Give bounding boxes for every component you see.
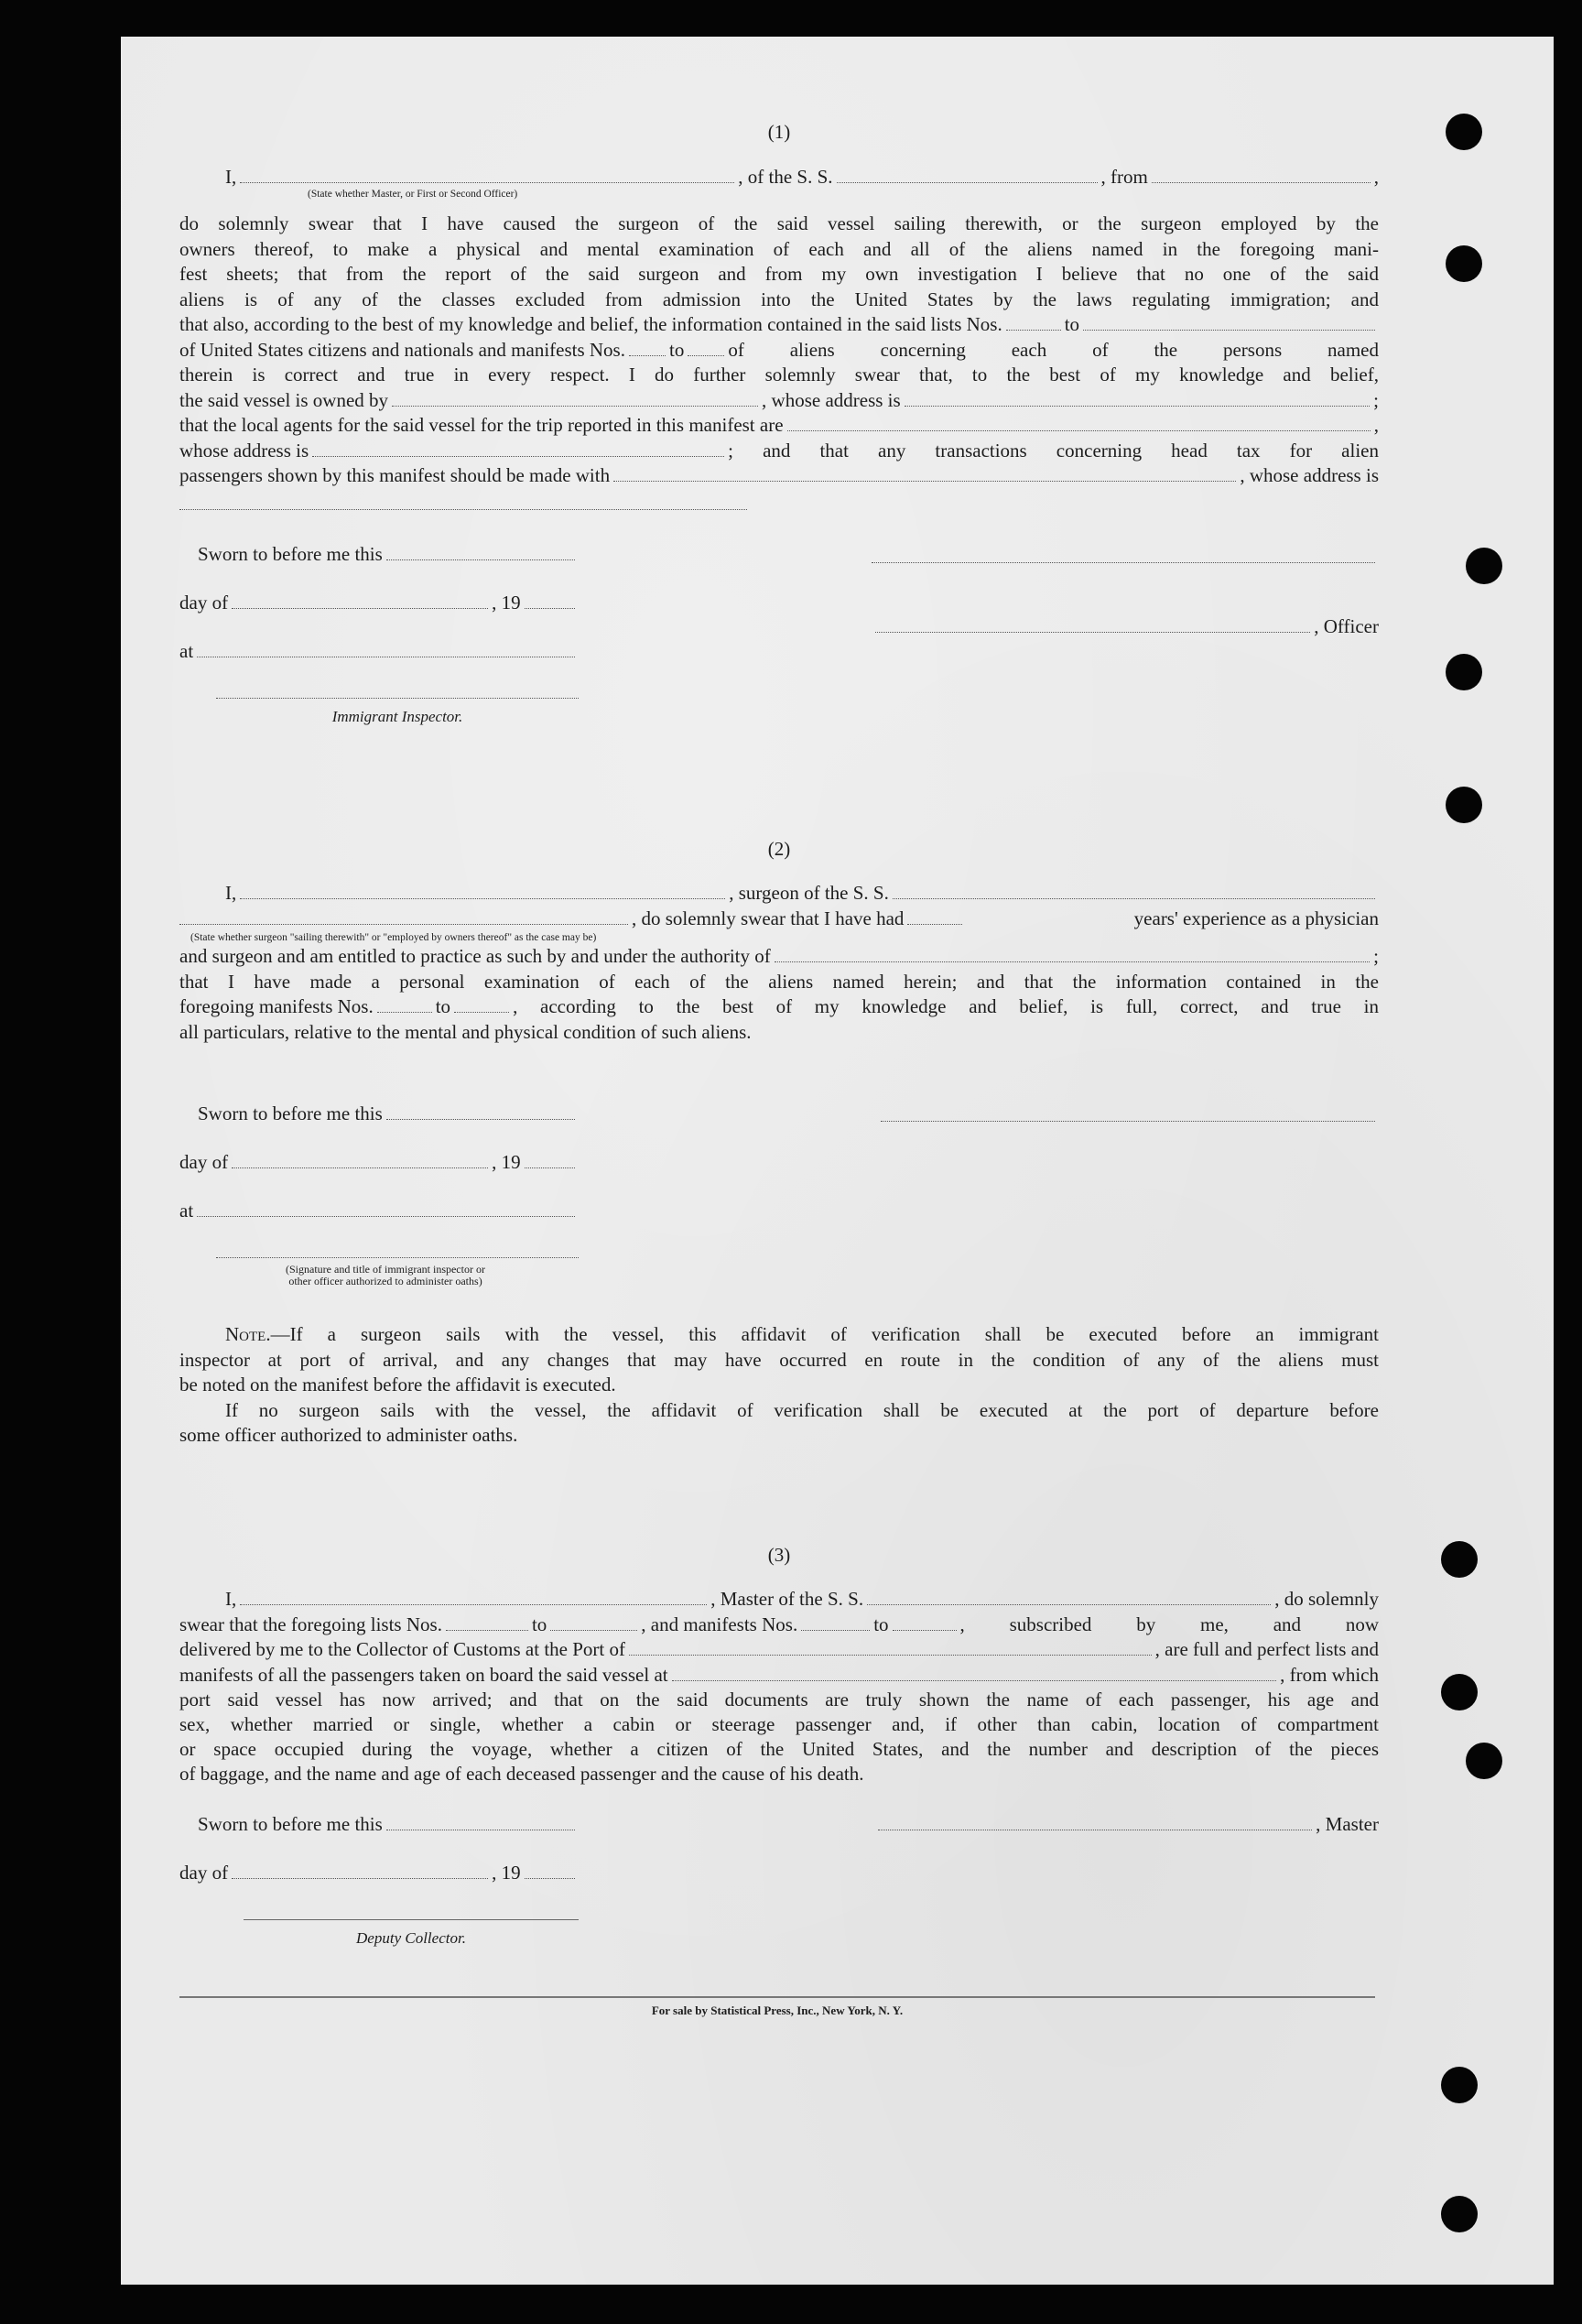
section-1-body: do solemnly swear that I have caused the surgeon of the said vessel sailing therewith, or the surgeon employed by the owners thereof, to make a physical and mental examination of each and all of the aliens named in the foregoing mani- fest sheets; that from the report of the said surgeon and from my own investigation I believe that no one of the said aliens is of any of the classes excluded from admission into the United States by the laws regulating immigration; and that also, according to the best of my knowledge and belief, the information contained in the said lists Nos. to of United States citizens and nationals and manifests Nos. to of aliens concerning each of the persons named therein is correct and true in every respect. I do further solemnly swear that, to the best of my knowledge and belief, the said vessel is owned by , whose address is ; that the local agents for the said vessel for the trip reported in this manifest are , whose address is ; and that any transactions concerning head tax for alien passengers shown by this manifest should be made with , whose address is — [179, 212, 1379, 486]
officer-signature-line-1[interactable] — [872, 562, 1375, 563]
immigrant-inspector-label: Immigrant Inspector. — [331, 708, 463, 725]
officer-name-field[interactable] — [240, 166, 734, 183]
note-block: Note. —If a surgeon sails with the vessel, this affidavit of verification shall be executed before an immigrant inspector at port of arrival, and any changes that may have occurred en route in the condition of any of the aliens must be noted on the manifest before the affidavit is executed. If no surgeon sails with the vessel, the affidavit of verification shall be executed at the port of departure before some officer authorized to administer oaths. — [179, 1323, 1379, 1446]
master-signature-block: , Master — [874, 1813, 1379, 1836]
section-3-sworn-block: Sworn to before me this day of , 19 Deputy Collector. — [179, 1813, 579, 1948]
at-field-2[interactable] — [197, 1200, 575, 1217]
customs-port-field[interactable] — [629, 1638, 1152, 1656]
binder-hole-5 — [1446, 787, 1482, 823]
surgeon-status-field[interactable] — [179, 907, 628, 925]
master-signature-line[interactable] — [878, 1813, 1312, 1830]
sworn-date-field-3[interactable] — [386, 1813, 575, 1830]
printer-imprint: For sale by Statistical Press, Inc., New York, N. Y. — [651, 2004, 904, 2017]
day-of-field-3[interactable] — [232, 1862, 488, 1879]
embarkation-port-field[interactable] — [672, 1664, 1277, 1681]
at-field-1[interactable] — [197, 640, 575, 657]
binder-hole-8 — [1466, 1743, 1502, 1779]
master-vessel-field[interactable] — [867, 1588, 1271, 1605]
vessel-name-field[interactable] — [837, 166, 1098, 183]
binder-hole-6 — [1441, 1541, 1478, 1578]
surgeon-vessel-field[interactable] — [893, 882, 1375, 899]
deputy-collector-signature-line[interactable] — [244, 1917, 579, 1920]
agents-field[interactable] — [787, 414, 1371, 431]
officer-note: (State whether Master, or First or Second Officer) — [308, 189, 518, 200]
manifests-to-field[interactable] — [688, 339, 724, 356]
section-2-body: I, , surgeon of the S. S. , do solemnly swear that I have had years' experience as a physician (State whether surgeon "sailing therewith" or "employed by owners thereof" as the case may be) and surgeon and am entitled to practice as such by and under the authority of ; that I have made a personal examination of each of the aliens named herein; and that the information contained in the foregoing manifests Nos. to , according to the best of my knowledge and belief, is full, correct, and true in all particulars, relative to the mental and physical condition of such aliens. — [179, 882, 1379, 1043]
section-2-official-signature-line[interactable] — [216, 1255, 579, 1258]
binder-hole-9 — [1441, 2067, 1478, 2103]
sworn-date-field-1[interactable] — [386, 543, 575, 560]
master-manifests-from-field[interactable] — [801, 1613, 870, 1631]
owner-field[interactable] — [392, 389, 758, 407]
master-manifests-to-field[interactable] — [893, 1613, 957, 1631]
master-lists-to-field[interactable] — [550, 1613, 637, 1631]
officer-signature-block: , Officer — [872, 615, 1379, 638]
officer-signature-line-2[interactable] — [875, 615, 1310, 633]
day-of-field-1[interactable] — [232, 592, 488, 609]
port-from-field[interactable] — [1152, 166, 1371, 183]
surgeon-manifests-from-field[interactable] — [377, 995, 432, 1013]
section-2-heading: (2) — [767, 838, 791, 860]
footer-rule — [179, 1996, 1375, 1998]
signature-note: (Signature and title of immigrant inspector or other officer authorized to administer oaths) — [286, 1263, 485, 1287]
authority-field[interactable] — [775, 945, 1370, 962]
sworn-date-field-2[interactable] — [386, 1102, 575, 1120]
master-name-field[interactable] — [240, 1588, 707, 1605]
manifests-from-field[interactable] — [629, 339, 666, 356]
surgeon-signature-line[interactable] — [881, 1121, 1375, 1122]
binder-hole-4 — [1446, 654, 1482, 690]
binder-hole-10 — [1441, 2196, 1478, 2232]
year-field-2[interactable] — [525, 1151, 575, 1168]
section-2-sworn-block: Sworn to before me this day of , 19 at (Signature and title of immigrant inspector or other officer authorized to administer oaths) — [179, 1102, 579, 1287]
years-experience-field[interactable] — [907, 907, 962, 925]
master-lists-from-field[interactable] — [446, 1613, 528, 1631]
surgeon-name-field[interactable] — [240, 882, 725, 899]
surgeon-manifests-to-field[interactable] — [454, 995, 509, 1013]
binder-hole-2 — [1446, 245, 1482, 282]
lists-from-field[interactable] — [1006, 313, 1061, 331]
section-1-heading: (1) — [767, 121, 791, 143]
owner-address-field[interactable] — [905, 389, 1370, 407]
year-field-3[interactable] — [525, 1862, 575, 1879]
section-1-line-1: I, , of the S. S. , from , — [225, 166, 1379, 188]
binder-hole-7 — [1441, 1674, 1478, 1710]
day-of-field-2[interactable] — [232, 1151, 488, 1168]
binder-hole-1 — [1446, 114, 1482, 150]
lists-to-field[interactable] — [1083, 313, 1375, 331]
year-field-1[interactable] — [525, 592, 575, 609]
binder-hole-3 — [1466, 548, 1502, 584]
head-tax-address-field[interactable] — [179, 509, 747, 510]
section-1-sworn-block: Sworn to before me this day of , 19 at Immigrant Inspector. — [179, 543, 579, 726]
head-tax-party-field[interactable] — [613, 464, 1236, 482]
surgeon-note: (State whether surgeon "sailing therewith" or "employed by owners thereof" as the case may be) — [190, 932, 597, 943]
section-3-body: I, , Master of the S. S. , do solemnly swear that the foregoing lists Nos. to , and manifests Nos. to , subscribed by me, and now delivered by me to the Collector of Customs at the Port of , are full and perfect lists and manifests of all the passengers taken on board the said vessel at , from which port said vessel has now arrived; and that on the said documents are truly shown the name of each passenger, his age and sex, whether married or single, whether a cabin or steerage passenger and, if other than cabin, location of compartment or space occupied during the voyage, whether a citizen of the United States, and the number and description of the pieces of baggage, and the name and age of each deceased passenger and the cause of his death. — [179, 1588, 1379, 1785]
section-3-heading: (3) — [767, 1544, 791, 1566]
inspector-signature-line[interactable] — [216, 696, 579, 699]
agents-address-field[interactable] — [312, 440, 724, 457]
deputy-collector-label: Deputy Collector. — [356, 1929, 466, 1947]
